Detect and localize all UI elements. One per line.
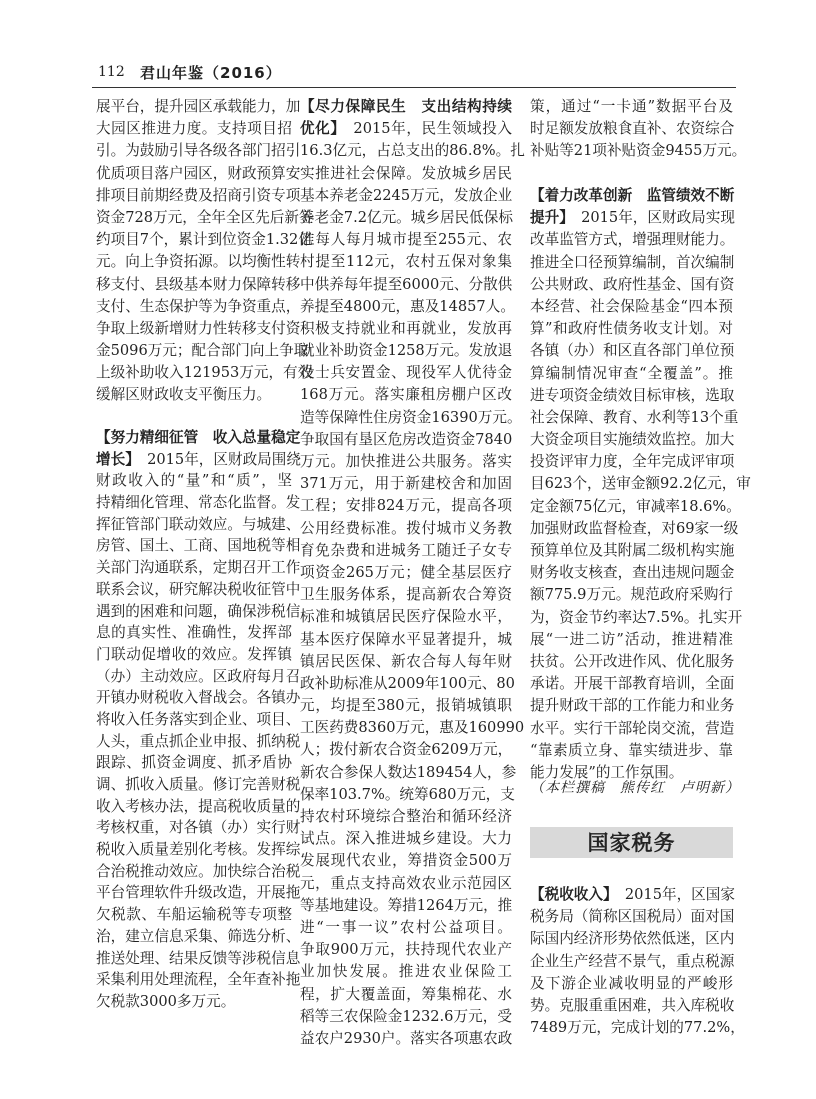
text-line: 引。为鼓励引导各级各部门招引 bbox=[96, 142, 301, 160]
header-divider bbox=[92, 87, 736, 88]
text-line: 争取上级新增财力性转移支付资 bbox=[96, 319, 301, 337]
text-line: 额775.9万元。规范政府采购行 bbox=[530, 586, 733, 604]
text-line: 金5096万元；配合部门向上争取 bbox=[96, 342, 309, 360]
text-line: 门联动促增收的效应。发挥镇 bbox=[96, 645, 292, 663]
text-line bbox=[530, 185, 733, 207]
text-line: 各镇（办）和区直各部门单位预 bbox=[530, 342, 735, 360]
paragraph bbox=[530, 96, 747, 163]
text-line: 考核权重，对各镇（办）实行财 bbox=[96, 819, 301, 837]
text-line: 优质项目落户园区，财政预算安 bbox=[96, 164, 301, 182]
text-line: 养老金7.2亿元。城乡居民低保标 bbox=[300, 208, 513, 226]
text-line: 定金额75亿元，审减率18.6%。 bbox=[530, 497, 741, 515]
text-line: 准每人每月城市提至255元、农 bbox=[300, 231, 512, 249]
body-text: 2015年，区财政局实现 bbox=[566, 209, 735, 227]
text-line: 益农户2930户。落实各项惠农政 bbox=[300, 1029, 513, 1047]
text-line: 调、抓收入质量。修订完善财税 bbox=[96, 776, 301, 793]
author-credit: （本栏撰稿 熊传红 卢明新） bbox=[530, 780, 740, 796]
section-title: 国家税务 bbox=[530, 827, 733, 858]
text-line: 168万元。落实廉租房棚户区改 bbox=[300, 386, 512, 404]
section-heading: 【着力改革创新 监管绩效不断 bbox=[530, 187, 735, 204]
text-line bbox=[530, 207, 733, 229]
text-line: 承诺。开展干部教育培训，全面 bbox=[530, 675, 735, 693]
text-line: 开镇办财税收入督战会。各镇办 bbox=[96, 689, 301, 707]
text-line: 预算单位及其附属二级机构实施 bbox=[530, 542, 735, 559]
text-line: 治，建立信息采集、筛选分析、 bbox=[96, 927, 301, 945]
text-line: 稻等三农保险金1232.6万元，受 bbox=[300, 1007, 512, 1025]
text-line: 人；拨付新农合资金6209万元， bbox=[300, 741, 513, 759]
text-line: 约项目7个，累计到位资金1.32亿 bbox=[96, 231, 313, 249]
text-line: 持农村环境综合整治和循环经济 bbox=[300, 808, 512, 825]
paragraph bbox=[530, 884, 745, 1039]
text-line: 实推进社会保障。发放城乡居民 bbox=[300, 164, 512, 182]
text-line: 联系会议，研究解决税收征管中 bbox=[96, 580, 301, 598]
text-line: 本经营、社会保险基金“四本预 bbox=[530, 297, 733, 315]
text-line bbox=[300, 96, 512, 118]
text-line: 合治税推动效应。加快综合治税 bbox=[96, 862, 301, 880]
text-line: 平台管理软件升级改造，开展拖 bbox=[96, 884, 301, 902]
text-line: 卫生服务体系，提高新农合筹资 bbox=[300, 586, 512, 604]
text-line: 就业补助资金1258万元。发放退 bbox=[300, 342, 513, 360]
text-line: 公用经费标准。拨付城市义务教 bbox=[300, 519, 512, 537]
text-line: 税收入质量差别化考核。发挥综 bbox=[96, 841, 301, 859]
text-line: 为，资金节约率达7.5%。扎实开 bbox=[530, 608, 743, 626]
text-line: 资金728万元，全年全区先后新签 bbox=[96, 208, 314, 226]
text-line: 役士兵安置金、现役军人优待金 bbox=[300, 364, 512, 382]
text-line: 展“一进二访”活动，推进精准 bbox=[530, 630, 733, 648]
section-heading: 增长】 bbox=[96, 450, 133, 468]
text-line: 争取国有垦区危房改造资金7840 bbox=[300, 430, 513, 448]
text-line: （办）主动效应。区政府每月召 bbox=[96, 667, 301, 685]
section-heading: 【尽力保障民生 支出结构持续 bbox=[300, 98, 512, 115]
text-line: 及下游企业减收明显的严峻形 bbox=[530, 974, 733, 992]
text-line: 投资评审力度，全年完成评审项 bbox=[530, 453, 735, 471]
text-line: 跟踪、抓资金调度、抓矛盾协 bbox=[96, 754, 292, 772]
text-line: 积极支持就业和再就业，发放再 bbox=[300, 319, 512, 337]
text-line: 势。克服重重困难，共入库税收 bbox=[530, 996, 735, 1014]
body-text: 2015年，区国家 bbox=[610, 886, 735, 903]
text-line: 发展现代农业，筹措资金500万 bbox=[300, 852, 512, 870]
text-line: 将收入任务落实到企业、项目、 bbox=[96, 710, 301, 728]
text-line: 试点。深入推进城乡建设。大力 bbox=[300, 830, 512, 848]
paragraph bbox=[96, 427, 301, 1013]
text-line: 争取900万元，扶持现代农业产 bbox=[300, 941, 512, 959]
text-line: 持精细化管理、常态化监督。发 bbox=[96, 494, 301, 512]
text-line: 公共财政、政府性基金、国有资 bbox=[530, 275, 735, 293]
text-line: 元，重点支持高效农业示范园区 bbox=[300, 874, 512, 892]
text-line: 算编制情况审查“全覆盖”。推 bbox=[530, 364, 733, 382]
text-line: 16.3亿元，占总支出的86.8%。扎 bbox=[300, 142, 525, 160]
text-line bbox=[96, 449, 301, 471]
text-line: 万元。加快推进公共服务。落实 bbox=[300, 453, 512, 470]
text-line: 加强财政监督检查，对69家一级 bbox=[530, 519, 739, 537]
page-number: 112 bbox=[98, 64, 125, 80]
text-line: 保率103.7%。统筹680万元，支 bbox=[300, 785, 515, 803]
section-heading: 优化】 bbox=[300, 120, 339, 138]
text-line: 人头，重点抓企业申报、抓纳税 bbox=[96, 732, 301, 750]
text-line: 进“一事一议”农村公益项目。 bbox=[300, 918, 512, 936]
text-line: 支付、生态保护等为争资重点， bbox=[96, 297, 301, 315]
book-title: 君山年鉴（2016） bbox=[140, 64, 282, 82]
paragraph bbox=[96, 96, 314, 407]
text-line: 养提至4800元，惠及14857人。 bbox=[300, 297, 515, 315]
text-line: 进专项资金绩效目标审核，选取 bbox=[530, 386, 735, 404]
text-line: 际国内经济形势依然低迷，区内 bbox=[530, 930, 735, 948]
text-line: 新农合参保人数达189454人，参 bbox=[300, 763, 517, 781]
paragraph bbox=[530, 185, 751, 784]
text-line: 推进全口径预算编制，首次编制 bbox=[530, 253, 735, 271]
text-line: 基本养老金2245万元，发放企业 bbox=[300, 186, 513, 204]
text-line: 欠税款、车船运输税等专项整 bbox=[96, 906, 292, 924]
text-line bbox=[300, 118, 512, 140]
text-line: 工程；安排824万元，提高各项 bbox=[300, 497, 512, 515]
text-line: 财政收入的“量”和“质”，坚 bbox=[96, 472, 292, 490]
text-line: 村提至112元，农村五保对象集 bbox=[300, 253, 512, 271]
text-line: 镇居民医保、新农合每人每年财 bbox=[300, 652, 512, 670]
text-line: 财务收支核查，查出违规问题金 bbox=[530, 564, 735, 582]
body-text: 2015年，区财政局围绕 bbox=[132, 450, 301, 468]
text-line: 遇到的困难和问题，确保涉税信 bbox=[96, 602, 301, 620]
text-line: 改革监管方式，增强理财能力。 bbox=[530, 231, 735, 249]
text-line: 程，扩大覆盖面，筹集棉花、水 bbox=[300, 985, 512, 1003]
text-line: 工医药费8360万元，惠及160990 bbox=[300, 719, 525, 737]
text-line: 推送处理、结果反馈等涉税信息 bbox=[96, 949, 301, 967]
text-line: 7489万元，完成计划的77.2%， bbox=[530, 1019, 745, 1037]
text-line: 扶贫。公开改进作风、优化服务 bbox=[530, 652, 735, 670]
text-line: 算”和政府性债务收支计划。对 bbox=[530, 320, 733, 338]
text-line: 税务局（简称区国税局）面对国 bbox=[530, 908, 735, 926]
text-line: 排项目前期经费及招商引资专项 bbox=[96, 186, 301, 204]
text-line: 等基地建设。筹措1264万元，推 bbox=[300, 896, 513, 914]
text-line bbox=[530, 884, 733, 906]
text-line: 挥征管部门联动效应。与城建、 bbox=[96, 515, 301, 533]
text-line: 欠税款3000多万元。 bbox=[96, 992, 236, 1010]
text-line: 企业生产经营不景气，重点税源 bbox=[530, 952, 735, 970]
text-line: 水平。实行干部轮岗交流，营造 bbox=[530, 719, 735, 737]
text-line: 展平台，提升园区承载能力，加 bbox=[96, 98, 301, 115]
text-line: 关部门沟通联系，定期召开工作 bbox=[96, 559, 301, 577]
text-line: 目623个，送审金额92.2亿元，审 bbox=[530, 475, 751, 493]
text-line: 移支付、县级基本财力保障转移 bbox=[96, 275, 301, 293]
text-line: 息的真实性、准确性，发挥部 bbox=[96, 624, 292, 642]
section-heading: 【努力精细征管 收入总量稳定 bbox=[96, 429, 301, 446]
text-line: 政补助标准从2009年100元、80 bbox=[300, 674, 515, 692]
text-line: 371万元，用于新建校舍和加固 bbox=[300, 475, 512, 493]
text-line: 采集利用处理流程，全年查补拖 bbox=[96, 971, 301, 989]
text-line: 育免杂费和进城务工随迁子女专 bbox=[300, 541, 512, 559]
text-line: 补贴等21项补贴资金9455万元。 bbox=[530, 142, 747, 160]
text-line: 元，均提至380元，报销城镇职 bbox=[300, 697, 512, 715]
text-line: 收入考核办法，提高税收质量的 bbox=[96, 797, 301, 815]
text-line: 项资金265万元；健全基层医疗 bbox=[300, 563, 512, 581]
text-line: 上级补助收入121953万元，有效 bbox=[96, 364, 313, 382]
text-line: 缓解区财政收支平衡压力。 bbox=[96, 386, 272, 404]
text-line: 时足额发放粮食直补、农资综合 bbox=[530, 120, 735, 138]
text-line: 造等保障性住房资金16390万元。 bbox=[300, 408, 522, 426]
section-heading: 提升】 bbox=[530, 209, 567, 227]
text-line: 业加快发展。推进农业保险工 bbox=[300, 963, 512, 981]
text-line: 房管、国土、工商、国地税等相 bbox=[96, 537, 301, 555]
text-line: 策，通过“一卡通”数据平台及 bbox=[530, 98, 733, 115]
text-line: 元。向上争资拓源。以均衡性转 bbox=[96, 253, 301, 271]
text-line: 中供养每年提至6000元、分散供 bbox=[300, 275, 513, 293]
text-line: 基本医疗保障水平显著提升，城 bbox=[300, 630, 512, 648]
text-line: 能力发展”的工作氛围。 bbox=[530, 763, 684, 781]
text-line: 社会保障、教育、水利等13个重 bbox=[530, 408, 739, 426]
text-line: 标准和城镇居民医疗保险水平， bbox=[300, 608, 512, 626]
text-line: 大园区推进力度。支持项目招 bbox=[96, 120, 292, 138]
paragraph bbox=[300, 96, 525, 1050]
text-line bbox=[96, 427, 301, 449]
section-heading: 【税收收入】 bbox=[530, 886, 611, 903]
text-line: 大资金项目实施绩效监控。加大 bbox=[530, 431, 735, 449]
text-line: “靠素质立身、靠实绩进步、靠 bbox=[530, 741, 733, 759]
body-text: 2015年，民生领域投入 bbox=[338, 120, 512, 138]
text-line: 提升财政干部的工作能力和业务 bbox=[530, 697, 735, 715]
